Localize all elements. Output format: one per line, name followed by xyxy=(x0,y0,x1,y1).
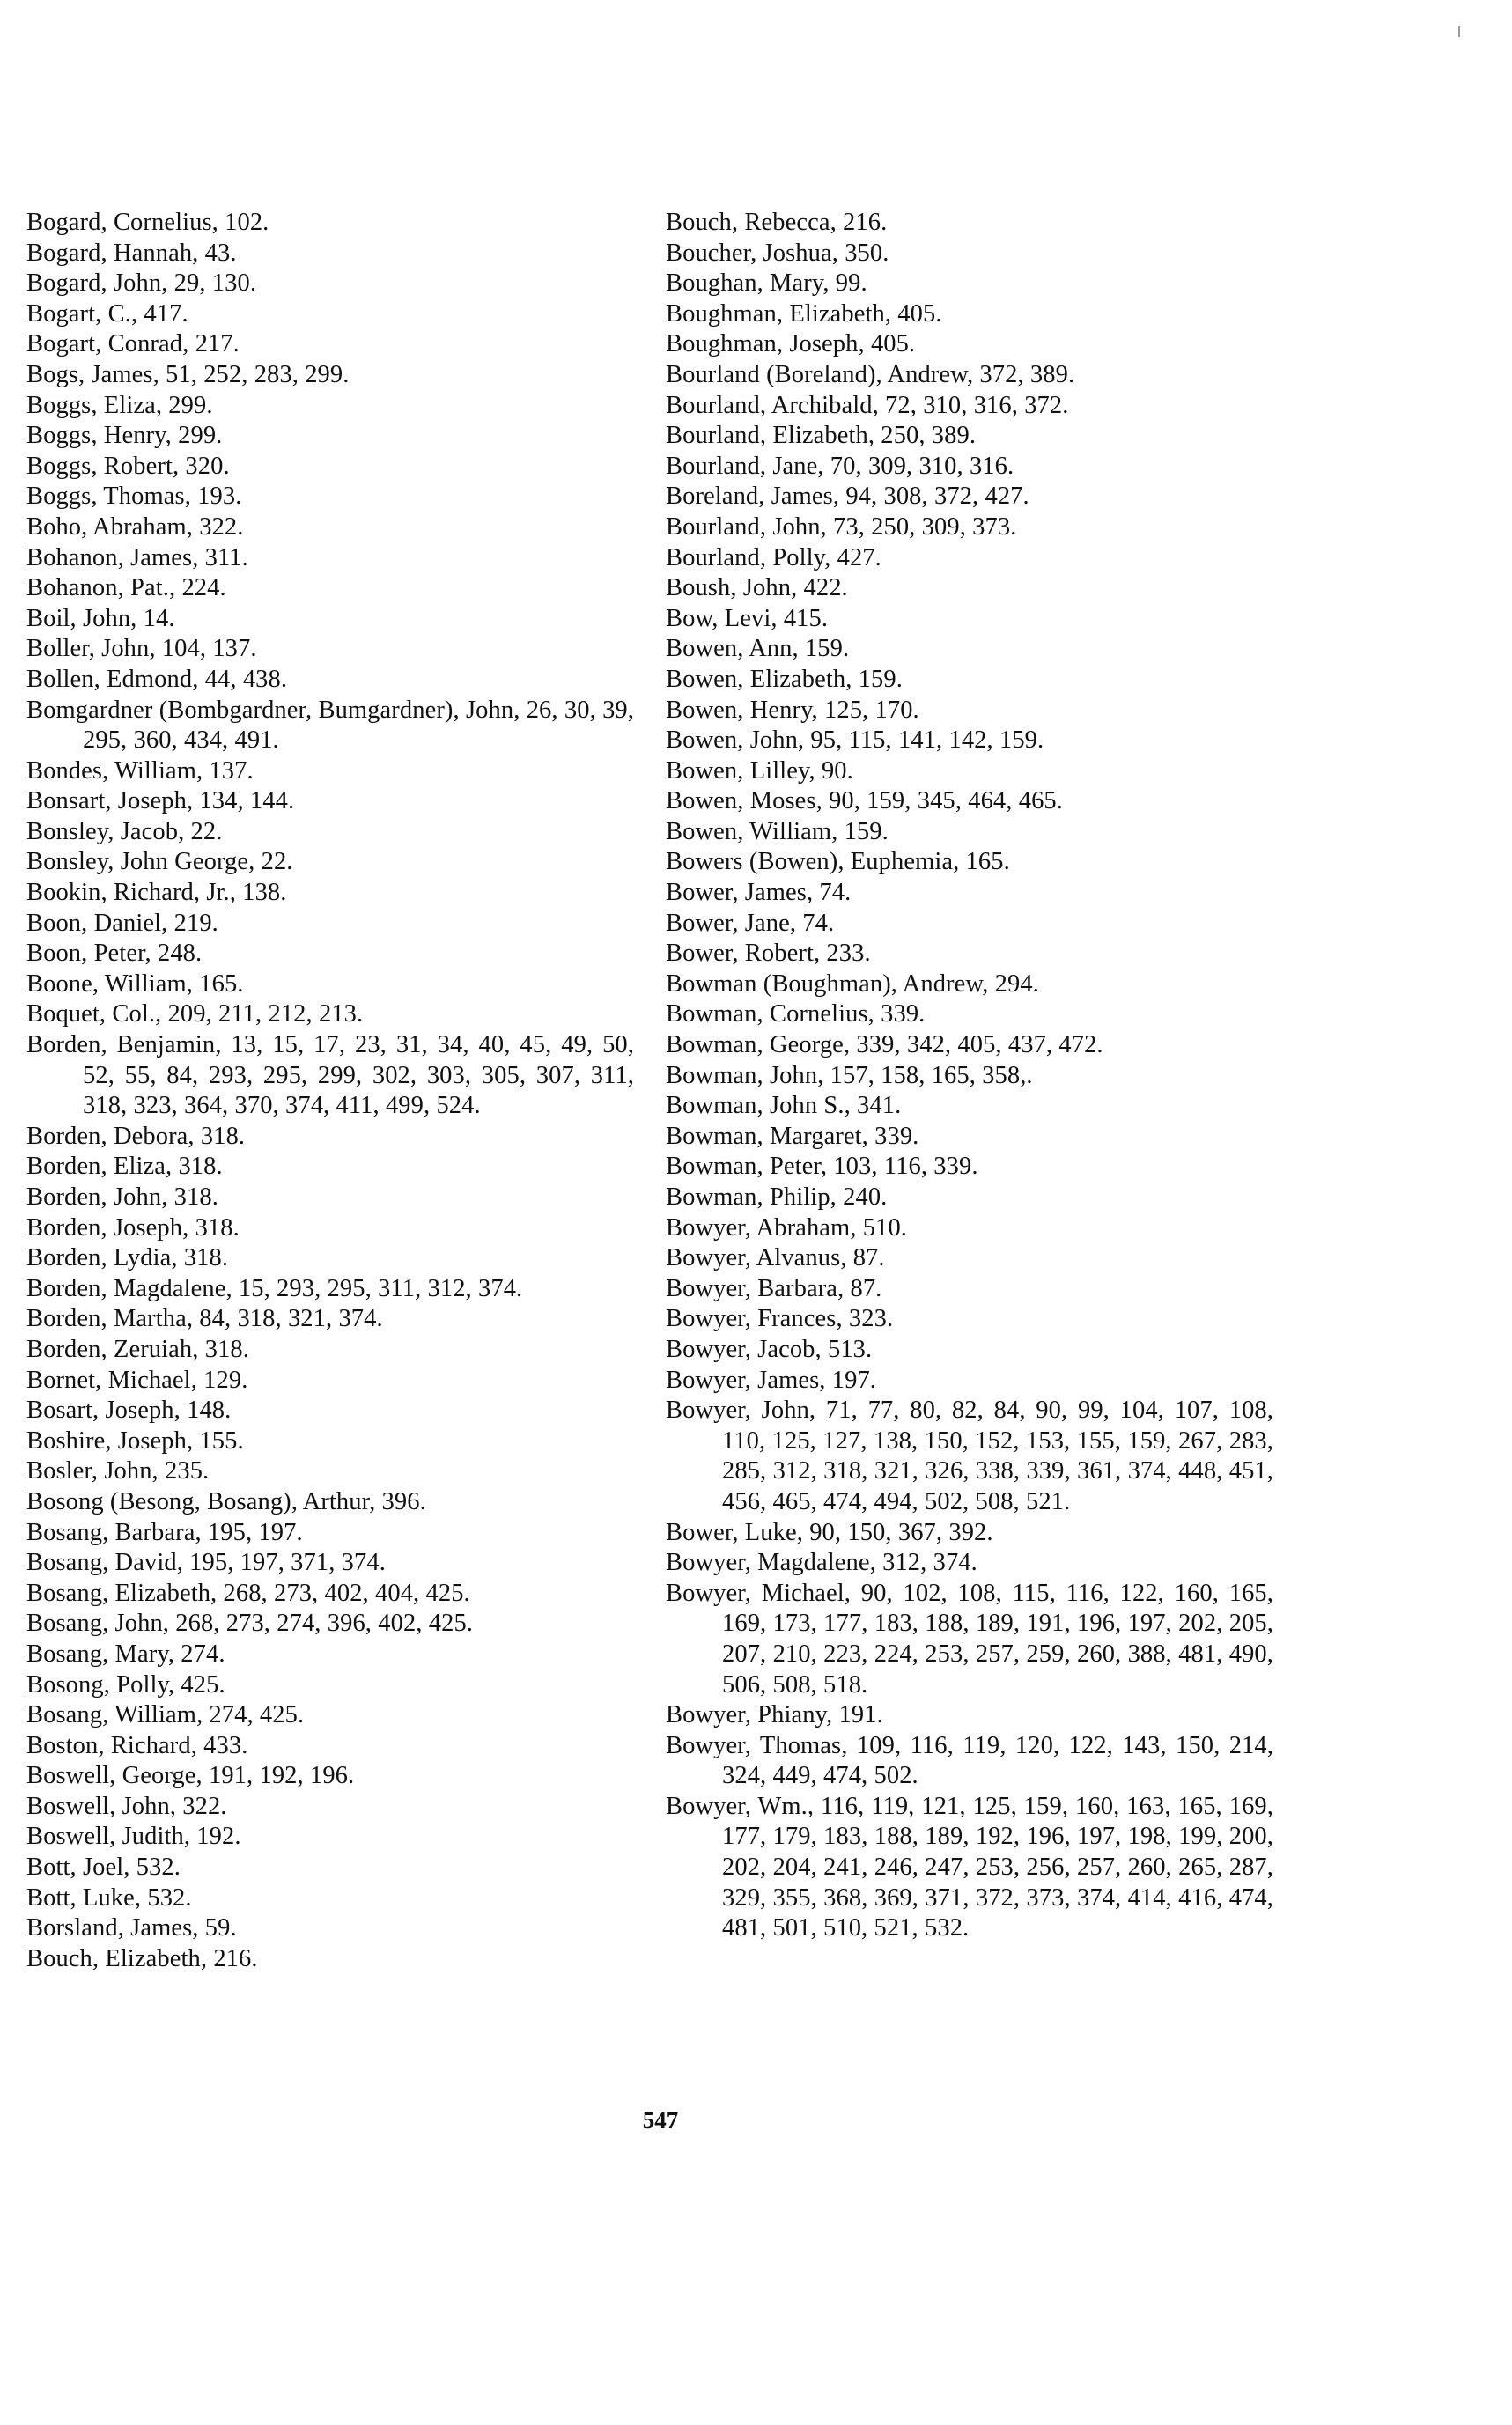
index-entry: Bowyer, Wm., 116, 119, 121, 125, 159, 160, 163, 165, 169, 177, 179, 183, 188, 189, 192, 196, 197, 198, 199, 200, 202, 204, 241, 246, 247, 253, 256, 257, 260, 265, 287, 329, 355, 368, 369, 371, 372, 373, 374, 414, 416, 474, 481, 501, 510, 521, 532. xyxy=(666,1792,1273,1942)
index-entry: Bowyer, Thomas, 109, 116, 119, 120, 122, 143, 150, 214, 324, 449, 474, 502. xyxy=(666,1731,1273,1790)
index-entry: Bowyer, Abraham, 510. xyxy=(666,1213,908,1242)
index-entry: Bosong (Besong, Bosang), Arthur, 396. xyxy=(26,1487,426,1515)
index-entry: Boswell, Judith, 192. xyxy=(26,1823,241,1851)
index-entry: Bosang, David, 195, 197, 371, 374. xyxy=(26,1549,386,1577)
index-entry: Bott, Luke, 532. xyxy=(26,1883,192,1912)
index-entry: Boston, Richard, 433. xyxy=(26,1731,248,1759)
index-entry: Bonsley, John George, 22. xyxy=(26,848,293,876)
index-entry: Bower, Robert, 233. xyxy=(666,940,871,968)
index-entry: Boil, John, 14. xyxy=(26,604,175,632)
page-number: 547 xyxy=(642,2107,679,2134)
index-entry: Borden, Benjamin, 13, 15, 17, 23, 31, 34, 40, 45, 49, 50, 52, 55, 84, 293, 295, 299, 302, 303, 305, 307, 311, 318, 323, 364, 370, 374, 411, 499, 524. xyxy=(26,1031,634,1120)
index-entry: Bowman, Margaret, 339. xyxy=(666,1122,919,1150)
index-entry: Boggs, Henry, 299. xyxy=(26,422,223,450)
index-entry: Borden, Debora, 318. xyxy=(26,1122,246,1150)
index-entry: Borden, John, 318. xyxy=(26,1183,218,1211)
index-entry: Bowen, Lilley, 90. xyxy=(666,756,853,785)
index-entry: Bogart, C., 417. xyxy=(26,299,188,328)
index-entry: Bourland, Elizabeth, 250, 389. xyxy=(666,422,977,450)
index-entry: Bowman, John, 157, 158, 165, 358,. xyxy=(666,1061,1033,1089)
index-entry: Bosang, William, 274, 425. xyxy=(26,1701,305,1729)
scan-edge-mark xyxy=(1458,26,1460,37)
index-entry: Bowyer, Barbara, 87. xyxy=(666,1274,882,1302)
index-entry: Bornet, Michael, 129. xyxy=(26,1366,248,1394)
index-entry: Bowyer, Phiany, 191. xyxy=(666,1701,883,1729)
index-entry: Bowyer, Jacob, 513. xyxy=(666,1335,873,1363)
index-entry: Borsland, James, 59. xyxy=(26,1914,237,1942)
index-entry: Bowen, William, 159. xyxy=(666,817,889,845)
left-entry-list xyxy=(26,208,634,1974)
index-entry: Bourland, Polly, 427. xyxy=(666,543,881,571)
index-entry: Bowyer, Magdalene, 312, 374. xyxy=(666,1549,977,1577)
index-entry: Bookin, Richard, Jr., 138. xyxy=(26,879,287,907)
right-entry-list xyxy=(666,208,1273,1944)
index-entry: Borden, Lydia, 318. xyxy=(26,1244,229,1272)
index-entry: Bogard, Cornelius, 102. xyxy=(26,209,269,236)
index-entry: Boggs, Eliza, 299. xyxy=(26,391,213,419)
index-entry: Bowen, John, 95, 115, 141, 142, 159. xyxy=(666,726,1044,755)
index-entry: Boughan, Mary, 99. xyxy=(666,269,867,298)
index-entry: Boswell, John, 322. xyxy=(26,1792,227,1820)
index-entry: Bow, Levi, 415. xyxy=(666,604,829,632)
index-entry: Borden, Joseph, 318. xyxy=(26,1213,240,1242)
index-entry: Boreland, James, 94, 308, 372, 427. xyxy=(666,483,1029,511)
index-entry: Bourland, John, 73, 250, 309, 373. xyxy=(666,512,1017,541)
index-entry: Boller, John, 104, 137. xyxy=(26,635,257,663)
index-entry: Bonsart, Joseph, 134, 144. xyxy=(26,787,295,815)
index-entry: Boho, Abraham, 322. xyxy=(26,512,244,541)
right-index-column xyxy=(666,208,1273,1944)
index-entry: Bourland, Jane, 70, 309, 310, 316. xyxy=(666,452,1014,480)
left-index-column xyxy=(26,208,634,1974)
index-entry: Boush, John, 422. xyxy=(666,574,848,602)
index-entry: Boon, Peter, 248. xyxy=(26,940,203,968)
index-entry: Bowman, John S., 341. xyxy=(666,1092,902,1120)
index-entry: Bowyer, James, 197. xyxy=(666,1366,877,1394)
index-entry: Boshire, Joseph, 155. xyxy=(26,1426,244,1455)
index-entry: Bowers (Bowen), Euphemia, 165. xyxy=(666,848,1010,876)
index-entry: Borden, Zeruiah, 318. xyxy=(26,1335,249,1363)
index-entry: Bowman, Peter, 103, 116, 339. xyxy=(666,1153,978,1181)
index-entry: Bogart, Conrad, 217. xyxy=(26,330,240,358)
index-entry: Bowman (Boughman), Andrew, 294. xyxy=(666,969,1039,998)
index-entry: Boone, William, 165. xyxy=(26,969,244,998)
index-entry: Bowman, Philip, 240. xyxy=(666,1183,888,1211)
index-entry: Bosong, Polly, 425. xyxy=(26,1670,225,1699)
index-entry: Bondes, William, 137. xyxy=(26,756,254,785)
index-entry: Bouch, Rebecca, 216. xyxy=(666,209,888,236)
index-entry: Bowyer, Alvanus, 87. xyxy=(666,1244,885,1272)
index-entry: Bower, Luke, 90, 150, 367, 392. xyxy=(666,1518,993,1546)
index-entry: Borden, Martha, 84, 318, 321, 374. xyxy=(26,1305,383,1333)
index-entry: Bourland, Archibald, 72, 310, 316, 372. xyxy=(666,391,1069,419)
index-entry: Bowen, Moses, 90, 159, 345, 464, 465. xyxy=(666,787,1063,815)
index-entry: Bosang, Barbara, 195, 197. xyxy=(26,1518,303,1546)
index-entry: Bosang, Elizabeth, 268, 273, 402, 404, 425. xyxy=(26,1579,470,1607)
index-entry: Bohanon, James, 311. xyxy=(26,543,248,571)
index-entry: Boggs, Thomas, 193. xyxy=(26,483,242,511)
index-entry: Bogs, James, 51, 252, 283, 299. xyxy=(26,360,350,388)
index-entry: Bower, Jane, 74. xyxy=(666,909,835,937)
index-entry: Bowen, Henry, 125, 170. xyxy=(666,696,919,724)
index-entry: Bosart, Joseph, 148. xyxy=(26,1397,232,1425)
index-entry: Bowyer, Frances, 323. xyxy=(666,1305,894,1333)
index-entry: Bower, James, 74. xyxy=(666,879,852,907)
index-entry: Boon, Daniel, 219. xyxy=(26,909,218,937)
index-entry: Borden, Magdalene, 15, 293, 295, 311, 312, 374. xyxy=(26,1274,523,1302)
index-entry: Bohanon, Pat., 224. xyxy=(26,574,226,602)
index-entry: Boughman, Joseph, 405. xyxy=(666,330,916,358)
index-entry: Bollen, Edmond, 44, 438. xyxy=(26,665,288,693)
index-entry: Bouch, Elizabeth, 216. xyxy=(26,1944,258,1972)
index-entry: Bosler, John, 235. xyxy=(26,1457,210,1485)
index-entry: Boquet, Col., 209, 211, 212, 213. xyxy=(26,1000,364,1028)
index-entry: Boucher, Joshua, 350. xyxy=(666,239,889,267)
index-entry: Bowyer, John, 71, 77, 80, 82, 84, 90, 99, 104, 107, 108, 110, 125, 127, 138, 150, 152, 153, 155, 159, 267, 283, 285, 312, 318, 321, 326, 338, 339, 361, 374, 448, 451, 456, 465, 474, 494, 502, 508, 521. xyxy=(666,1397,1273,1515)
index-entry: Bogard, Hannah, 43. xyxy=(26,239,237,267)
index-entry: Bourland (Boreland), Andrew, 372, 389. xyxy=(666,360,1075,388)
index-entry: Bosang, Mary, 274. xyxy=(26,1640,225,1668)
index-entry: Bowen, Ann, 159. xyxy=(666,635,850,663)
index-entry: Borden, Eliza, 318. xyxy=(26,1153,223,1181)
index-entry: Boughman, Elizabeth, 405. xyxy=(666,299,942,328)
index-entry: Boswell, George, 191, 192, 196. xyxy=(26,1762,355,1790)
index-entry: Bogard, John, 29, 130. xyxy=(26,269,257,298)
index-entry: Bowyer, Michael, 90, 102, 108, 115, 116, 122, 160, 165, 169, 173, 177, 183, 188, 189, 191, 196, 197, 202, 205, 207, 210, 223, 224, 253, 257, 259, 260, 388, 481, 490, 506, 508, 518. xyxy=(666,1579,1273,1699)
index-entry: Bowen, Elizabeth, 159. xyxy=(666,665,903,693)
index-entry: Bowman, Cornelius, 339. xyxy=(666,1000,926,1028)
index-entry: Bonsley, Jacob, 22. xyxy=(26,817,223,845)
index-entry: Boggs, Robert, 320. xyxy=(26,452,230,480)
index-entry: Bomgardner (Bombgardner, Bumgardner), John, 26, 30, 39, 295, 360, 434, 491. xyxy=(26,696,634,755)
index-entry: Bowman, George, 339, 342, 405, 437, 472. xyxy=(666,1031,1103,1059)
index-entry: Bott, Joel, 532. xyxy=(26,1854,181,1882)
index-entry: Bosang, John, 268, 273, 274, 396, 402, 425. xyxy=(26,1610,474,1638)
